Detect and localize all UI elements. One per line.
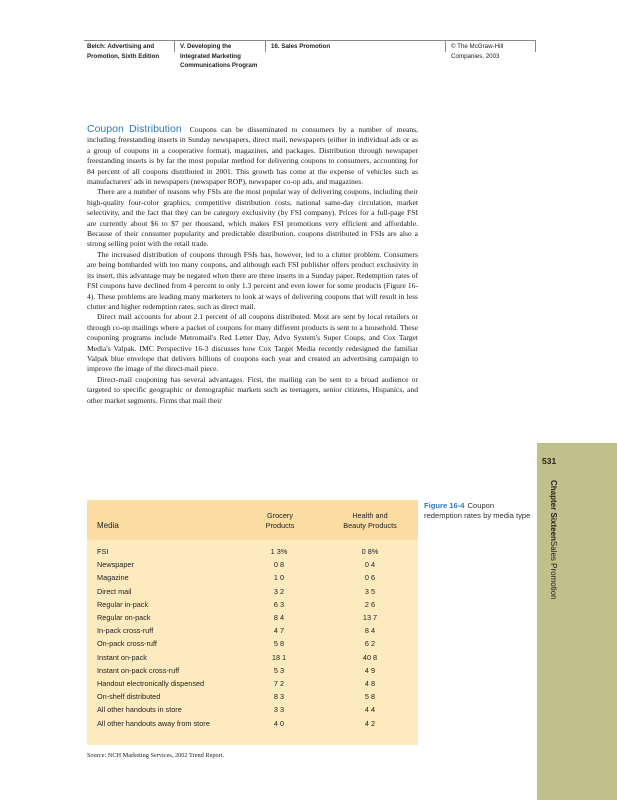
table-row <box>87 585 418 598</box>
chapter-number: Chapter Sixteen <box>549 480 558 541</box>
header-part-title <box>180 42 257 71</box>
cell-media: FSI <box>97 547 109 556</box>
table-row <box>87 717 418 730</box>
cell-health-beauty: 0 8% <box>361 547 379 556</box>
header-chapter-title <box>271 42 330 52</box>
cell-health-beauty: 4 4 <box>364 705 376 715</box>
table-row <box>87 637 418 650</box>
cell-health-beauty: 0 4 <box>364 560 376 570</box>
header-copyright-line2: Companies, 2003 <box>451 52 500 60</box>
cell-media: Regular in-pack <box>97 599 149 609</box>
table-row <box>87 558 418 571</box>
cell-grocery: 18 1 <box>271 652 287 662</box>
header-book-title <box>87 42 159 61</box>
cell-grocery: 7 2 <box>273 679 285 688</box>
table-row <box>87 571 418 584</box>
cell-media: On-shelf distributed <box>97 692 161 702</box>
cell-health-beauty: 13 7 <box>362 613 378 622</box>
header-part-line3: Communications Program <box>180 62 258 69</box>
paragraph: The increased distribution of coupons through FSIs has, however, led to a clutter problem. Consumers are being bombarded with too many coupons, and although each FSI publisher offers product exclusivity in its insert, this advantage may be negated when there are three inserts in a Sunday paper. Redemption rates of FSI coupons have declined from 4 percent to only 1.3 percent and even lower for some products (Figure 16-4). These problems are leading many marketers to look at ways of delivering coupons that will result in less clutter and higher redemption rates, such as direct mail. <box>87 249 418 311</box>
cell-health-beauty: 5 8 <box>364 692 376 702</box>
header-book-line2: Promotion, Sixth Edition <box>87 52 160 60</box>
cell-grocery: 3 3 <box>273 705 285 715</box>
cell-media: Newspaper <box>97 560 134 570</box>
body-text <box>87 124 418 406</box>
header-copyright-line1: © The McGraw-Hill <box>451 43 504 50</box>
cell-grocery: 5 3 <box>273 665 285 675</box>
header-book-line1: Belch: Advertising and <box>87 43 155 50</box>
cell-media: Magazine <box>97 573 129 583</box>
paragraph: Direct-mail couponing has several advantages. First, the mailing can be sent to a broad audience or targeted to specific geographic or demographic markets such as teenagers, senior citizens, Hispanics, and other market segments. Firms that mail their <box>87 374 418 405</box>
paragraph <box>87 124 418 187</box>
table-row <box>87 664 418 677</box>
cell-health-beauty: 40 8 <box>362 652 378 662</box>
header-grocery <box>245 511 315 531</box>
cell-grocery: 4 0 <box>273 718 285 728</box>
table-row <box>87 598 418 611</box>
cell-media: Regular on-pack <box>97 613 151 622</box>
paragraph: Direct mail accounts for about 2.1 percent of all coupons distributed. Most are sent by local retailers or through co-op mailings where a packet of coupons for many different products is sent to a household. These couponing programs include Metromail's Red Letter Day, Advo System's Super Coups, and Cox Target Media's Valpak. IMC Perspective 16-3 discusses how Cox Target Media recently redesigned the familiar Valpak blue envelope that delivers billions of coupons each year and created an advertising campaign to improve the image of the direct-mail piece. <box>87 312 418 374</box>
cell-grocery: 1 0 <box>273 573 285 583</box>
cell-health-beauty: 3 5 <box>364 586 376 596</box>
cell-grocery: 8 4 <box>273 613 285 622</box>
cell-grocery: 0 8 <box>273 560 285 570</box>
cell-health-beauty: 0 6 <box>364 573 376 583</box>
cell-grocery: 6 3 <box>273 599 285 609</box>
cell-health-beauty: 8 4 <box>364 626 376 636</box>
table-row <box>87 651 418 664</box>
table-row <box>87 624 418 637</box>
figure-caption <box>424 501 532 521</box>
header-media: Media <box>97 521 119 530</box>
cell-health-beauty: 4 2 <box>364 718 376 728</box>
chapter-label <box>549 480 558 600</box>
cell-health-beauty: 4 8 <box>364 679 376 688</box>
cell-grocery: 3 2 <box>273 586 285 596</box>
header-part-line1: V. Developing the <box>180 43 232 50</box>
header-health-beauty <box>329 511 411 531</box>
table-row <box>87 611 418 624</box>
header-chapter-text: 16. Sales Promotion <box>271 43 331 50</box>
cell-media: Instant on-pack <box>97 652 147 662</box>
cell-health-beauty: 4 9 <box>364 665 376 675</box>
cell-media: Direct mail <box>97 586 132 596</box>
cell-health-beauty: 2 6 <box>364 599 376 609</box>
chapter-title: Sales Promotion <box>549 540 558 600</box>
figure-caption-text: Coupon redemption rates by media type <box>424 501 531 520</box>
section-heading: Coupon Distribution <box>87 123 182 135</box>
table-header <box>87 500 418 540</box>
paragraph: There are a number of reasons why FSIs are the most popular way of delivering coupons, including their high-quality four-color graphics, competitive distribution costs, national same-day circulation, market selectivity, and the fact that they can be category exclusivity (by FSI company). Prices for a full-page FSI are currently about $6 to $7 per thousand, which makes FSI promotions very efficient and affordable. Because of their consumer popularity and predictable distribution, coupons distributed in FSIs are also a strong selling point with the retail trade. <box>87 187 418 249</box>
source-note: Source: NCH Marketing Services, 2002 Trend Report. <box>87 752 225 759</box>
paragraph-text: Coupons can be disseminated to consumers by a number of means, including freestanding inserts in Sunday newspapers, direct mail, newspapers (either in individual ads or as a group of coupons in a cooperative format), magazines, and packages. Distribution through newspaper freestanding inserts is by far the most popular method for delivering coupons to consumers, accounting for 84 percent of all coupons distributed in 2001. This growth has come at the expense of vehicles such as manufacturers' ads in newspapers (newspaper ROP), newspaper co-op ads, and magazines. <box>87 125 419 187</box>
header-divider <box>445 40 446 52</box>
header-grocery-line1: Grocery <box>267 511 293 520</box>
header-hb-line2: Beauty Products <box>343 521 397 530</box>
cell-media: In-pack cross-ruff <box>97 626 154 636</box>
cell-grocery: 1 3% <box>270 547 288 556</box>
table-row <box>87 690 418 703</box>
header-part-line2: Integrated Marketing <box>180 52 241 60</box>
figure-number: Figure 16-4 <box>424 501 465 510</box>
redemption-table <box>87 500 418 745</box>
header-hb-line1: Health and <box>352 511 388 520</box>
table-row <box>87 677 418 690</box>
header-divider <box>535 40 536 52</box>
table-row <box>87 545 418 558</box>
cell-media: All other handouts away from store <box>97 718 210 728</box>
cell-health-beauty: 6 2 <box>364 639 376 649</box>
header-rule <box>84 40 536 41</box>
header-copyright <box>451 42 503 61</box>
cell-media: Instant on-pack cross-ruff <box>97 665 180 675</box>
cell-grocery: 8 3 <box>273 692 285 702</box>
cell-grocery: 5 8 <box>273 639 285 649</box>
cell-media: Handout electronically dispensed <box>97 679 205 688</box>
cell-media: All other handouts in store <box>97 705 182 715</box>
cell-grocery: 4 7 <box>273 626 285 636</box>
header-divider <box>265 40 266 52</box>
cell-media: On-pack cross-ruff <box>97 639 157 649</box>
page-number: 531 <box>542 456 557 466</box>
table-row <box>87 703 418 716</box>
header-grocery-line2: Products <box>265 521 295 530</box>
header-divider <box>174 40 175 52</box>
